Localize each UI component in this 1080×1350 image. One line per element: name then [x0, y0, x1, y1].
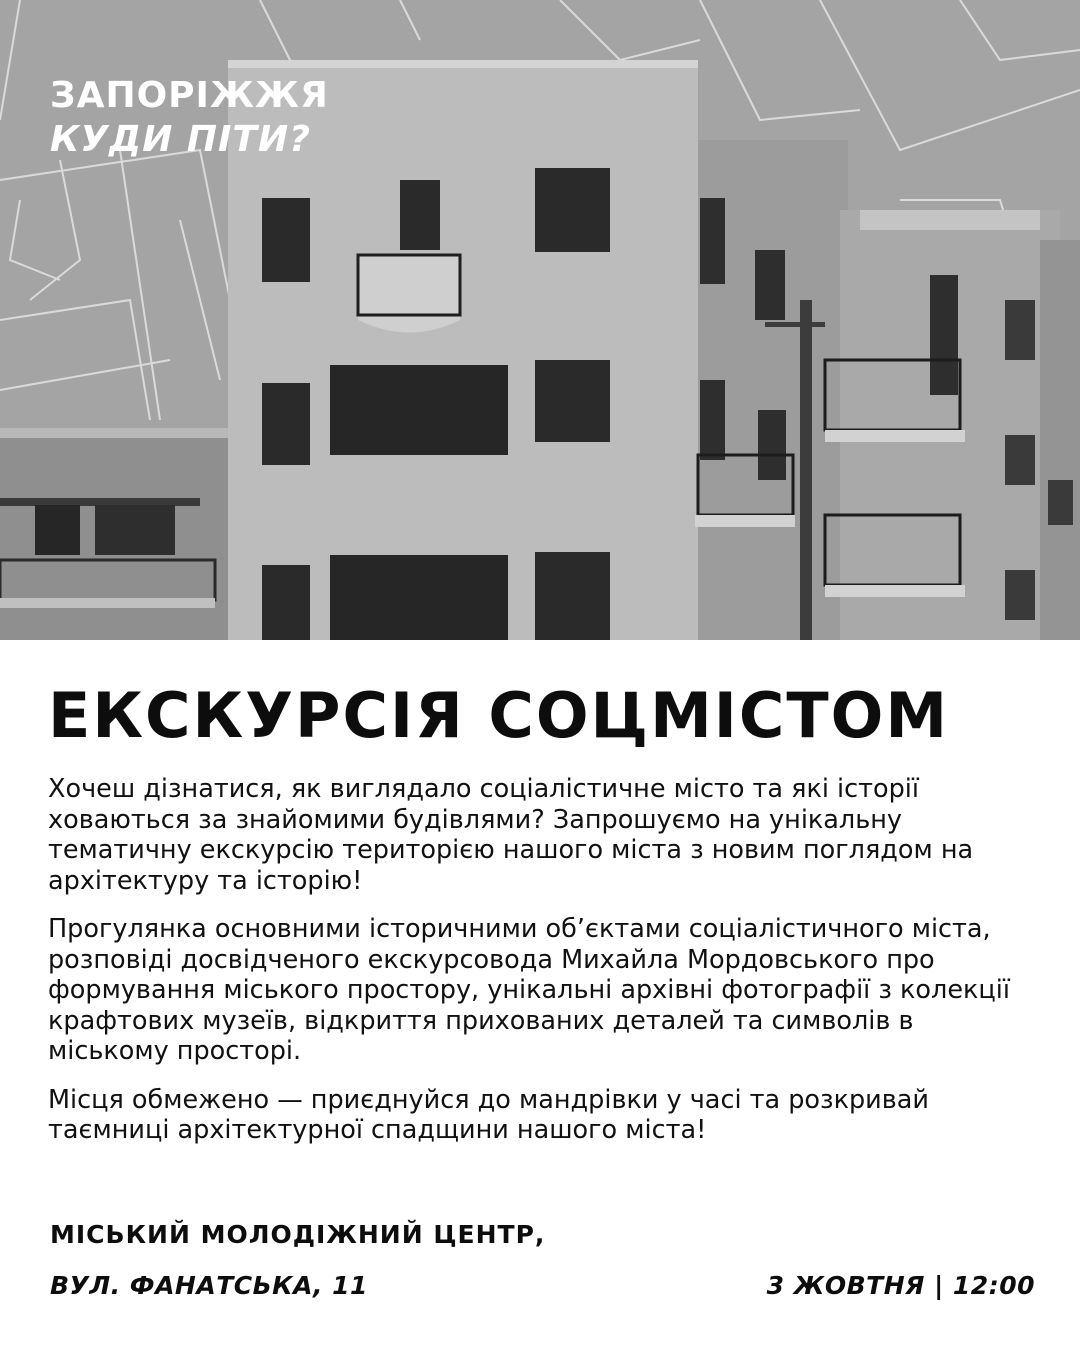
- venue-name: МІСЬКИЙ МОЛОДІЖНИЙ ЦЕНТР,: [50, 1220, 546, 1249]
- address-row: [50, 1271, 1035, 1300]
- hero-photo: [0, 0, 1080, 640]
- event-details: [50, 1220, 1035, 1300]
- brand-block: [50, 74, 329, 162]
- main-content: [48, 640, 1038, 1146]
- event-title: ЕКСКУРСІЯ СОЦМІСТОМ: [48, 679, 950, 752]
- venue-address: ВУЛ. ФАНАТСЬКА, 11: [50, 1271, 368, 1300]
- brand-tagline: КУДИ ПІТИ?: [50, 119, 311, 160]
- description-paragraph: Хочеш дізнатися, як виглядало соціалістичне місто та які історії ховаються за знайомими будівлями? Запрошуємо на унікальну тематичну екскурсію територією нашого міста з новим поглядом на архітектуру та історію!: [48, 774, 974, 896]
- description-paragraph: Місця обмежено — приєднуйся до мандрівки у часі та розкривай таємниці архітектурної спадщини нашого міста!: [48, 1084, 929, 1145]
- brand-city: ЗАПОРІЖЖЯ: [50, 75, 329, 116]
- event-datetime: 3 ЖОВТНЯ | 12:00: [766, 1271, 1035, 1300]
- description-paragraph: Прогулянка основними історичними об’єктами соціалістичного міста, розповіді досвідченого екскурсовода Михайла Мордовського про формування міського простору, унікальні архівні фотографії з колекції крафтових музеїв, відкриття прихованих деталей та символів в міському просторі.: [48, 914, 1010, 1066]
